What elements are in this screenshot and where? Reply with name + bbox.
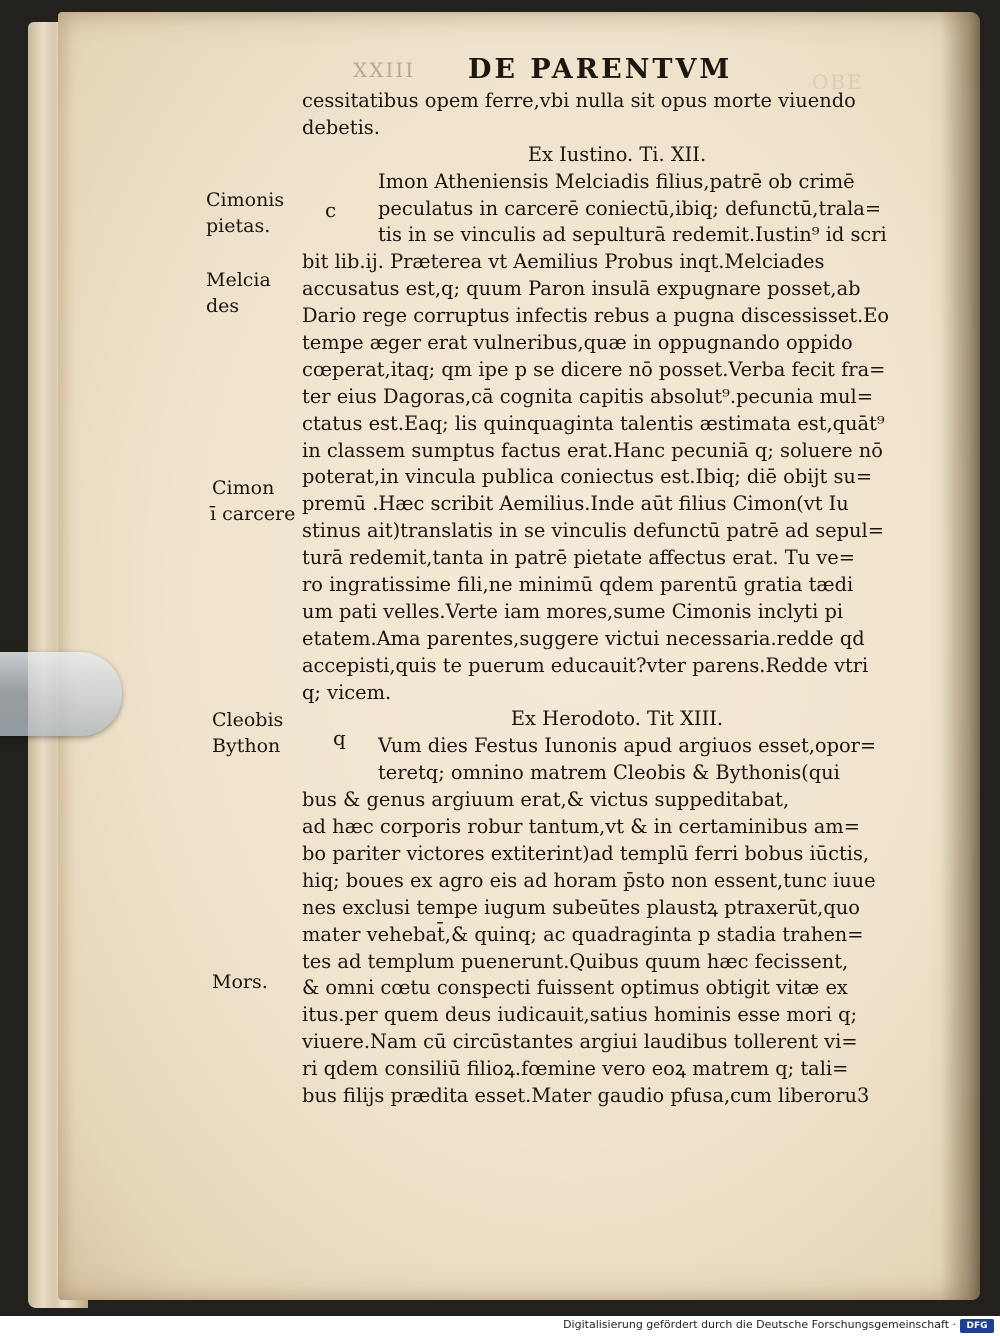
text-line: hiq; boues ex agro eis ad horam p̄sto non essent,tunc iuue <box>302 868 876 892</box>
margin-note: Cimon <box>212 477 275 499</box>
text-line: in classem sumptus factus erat.Hanc pecuniā q; soluere nō <box>302 438 883 462</box>
text-line: bo pariter victores extiterint)ad templū ferri bobus iūctis, <box>302 841 870 865</box>
text-line: Imon Atheniensis Melciadis filius,patrē ob crimē <box>378 169 855 193</box>
text-line: accepisti,quis te puerum educauit?vter parens.Redde vtri <box>302 653 869 677</box>
footer-bar <box>0 1316 1000 1336</box>
folio-number: XXIII <box>353 58 416 82</box>
text-line: Dario rege corruptus infectis rebus a pugna discessisset.Eo <box>302 304 890 328</box>
text-line: cœperat,itaq; qm ipe p se dicere nō posset.Verba fecit fra= <box>302 357 886 381</box>
text-line: tis in se vinculis ad sepulturā redemit.Iustin⁹ id scri <box>378 223 887 247</box>
section-heading: Ex Iustino. Ti. XII. <box>527 142 707 166</box>
text-line: bit lib.ij. Præterea vt Aemilius Probus inqt.Melciades <box>302 250 825 274</box>
page-holder-clip <box>0 652 122 736</box>
text-line: accusatus est,q; quum Paron insulā expugnare posset,ab <box>302 277 861 301</box>
text-line: poterat,in vincula publica coniectus est.Ibiq; diē obijt su= <box>302 465 873 489</box>
margin-note: Cimonis <box>206 189 285 211</box>
text-line: viuere.Nam cū circūstantes argiui laudibus tollerent vi= <box>302 1030 858 1054</box>
main-text-block <box>302 88 902 1110</box>
text-line: peculatus in carcerē coniectū,ibiq; defunctū,trala= <box>378 196 882 220</box>
bleed-through-text: OBE <box>812 70 864 94</box>
text-line: debetis. <box>302 115 380 139</box>
text-line: um pati velles.Verte iam mores,sume Cimonis inclyti pi <box>302 599 844 623</box>
text-line: stinus ait)translatis in se vinculis defunctū patrē ad sepul= <box>302 519 884 543</box>
margin-note: pietas. <box>206 215 271 237</box>
text-line: bus & genus argiuum erat,& victus suppeditabat, <box>302 788 790 812</box>
section-heading: Ex Herodoto. Tit XIII. <box>510 707 724 731</box>
text-line: itus.per quem deus iudicauit,satius hominis esse mori q; <box>302 1003 858 1027</box>
margin-note: Cleobis <box>212 709 284 731</box>
text-line: Vum dies Festus Iunonis apud argiuos esset,opor= <box>378 734 877 758</box>
text-line: ro ingratissime fili,ne minimū qdem parentū gratia tædi <box>302 573 854 597</box>
text-line: cessitatibus opem ferre,vbi nulla sit opus morte viuendo <box>302 89 856 112</box>
margin-note: des <box>206 295 240 317</box>
text-line: tempe æger erat vulneribus,quæ in oppugnando oppido <box>302 331 853 355</box>
funding-credit: Digitalisierung gefördert durch die Deutsche Forschungsgemeinschaft · <box>563 1318 956 1331</box>
margin-note: Bython <box>212 735 281 757</box>
initial-guide-letter: c <box>325 198 337 222</box>
text-line: nes exclusi tempe iugum subeūtes plaustꝝ ptraxerūt,quo <box>302 895 860 919</box>
text-line: mater vehebat̄,& quinq; ac quadraginta p stadia trahen= <box>302 922 864 946</box>
text-line: ter eius Dagoras,cā cognita capitis absolut⁹.pecunia mul= <box>302 384 873 408</box>
text-line: turā redemit,tanta in patrē pietate affectus erat. Tu ve= <box>302 546 855 570</box>
dfg-logo-icon[interactable]: DFG <box>960 1319 994 1333</box>
text-line: & omni cœtu conspecti fuissent optimus obtigit vitæ ex <box>302 976 848 1000</box>
initial-guide-letter: q <box>333 726 346 750</box>
text-line: ri qdem consiliū filioꝝ.fœmine vero eoꝝ matrem q; tali= <box>302 1057 849 1081</box>
margin-note: ī carcere <box>210 503 296 525</box>
text-line: ad hæc corporis robur tantum,vt & in certaminibus am= <box>302 815 860 839</box>
margin-note: Mors. <box>212 971 268 993</box>
text-line: bus filijs prædita esset.Mater gaudio pfusa,cum liberoru3 <box>302 1083 870 1107</box>
text-line: q; vicem. <box>302 680 392 704</box>
text-line: etatem.Ama parentes,suggere victui necessaria.redde qd <box>302 626 865 650</box>
text-line: teretq; omnino matrem Cleobis & Bythonis(qui <box>378 761 840 785</box>
text-line: ctatus est.Eaq; lis quinquaginta talentis æstimata est,quāt⁹ <box>302 411 885 435</box>
margin-note: Melcia <box>206 269 271 291</box>
text-line: premū .Hæc scribit Aemilius.Inde aūt filius Cimon(vt Iu <box>302 492 849 516</box>
text-line: tes ad templum puenerunt.Quibus quum hæc fecissent, <box>302 949 849 973</box>
page-gutter-shadow <box>940 12 980 1300</box>
running-head: DE PARENTVM <box>468 54 733 85</box>
